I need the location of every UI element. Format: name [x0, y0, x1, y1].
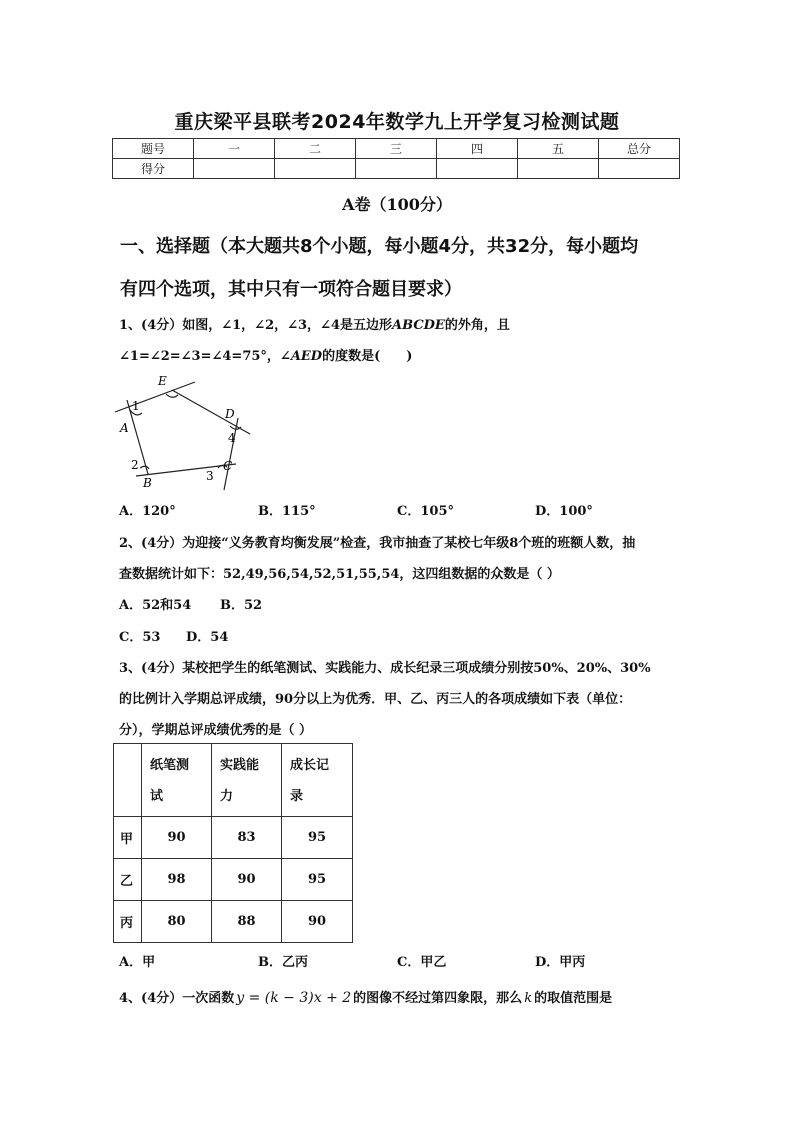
q1-line1: [119, 314, 510, 333]
header-text: 实践能: [220, 758, 260, 773]
grades-corner-cell: [114, 744, 142, 817]
score-cell: 95: [282, 817, 353, 859]
score-header-cell: 五: [518, 139, 599, 159]
exam-title: 重庆梁平县联考2024年数学九上开学复习检测试题: [174, 111, 620, 133]
label-angle-3: 3: [206, 469, 214, 483]
q1-text: ∠1=∠2=∠3=∠4=75°，∠: [119, 349, 291, 364]
q3-line3: 分），学期总评成绩优秀的是（ ）: [119, 723, 313, 738]
score-table: [112, 138, 680, 179]
q4-text: 4、(4分）一次函数: [119, 991, 235, 1006]
header-text: 试: [150, 789, 164, 804]
q4-text: 的图像不经过第四象限，那么: [353, 991, 523, 1006]
label-angle-4: 4: [228, 431, 236, 445]
section-a-heading: A卷（100分）: [342, 195, 452, 214]
q1-option-c[interactable]: C．105°: [397, 504, 454, 519]
score-header-cell: 总分: [599, 139, 680, 159]
score-blank-cell[interactable]: [356, 159, 437, 179]
score-blank-cell[interactable]: [194, 159, 275, 179]
q2-line1: 2、(4分）为迎接“义务教育均衡发展”检查，我市抽查了某校七年级8个班的班额人数，抽: [119, 536, 636, 551]
q2-line2: 查数据统计如下：52,49,56,54,52,51,55,54，这四组数据的众数是（ ）: [119, 567, 560, 582]
q1-text: 1、(4分）如图，∠1，∠2，∠3，∠4是五边形: [119, 318, 392, 333]
score-header-row: [113, 139, 680, 159]
score-header-cell: 三: [356, 139, 437, 159]
grades-table: [113, 743, 353, 943]
header-text: 纸笔测: [150, 758, 190, 773]
label-angle-1: 1: [132, 399, 140, 413]
angle-arc-2: [140, 466, 149, 469]
student-name: 甲: [114, 817, 142, 859]
score-blank-cell[interactable]: [275, 159, 356, 179]
score-header-cell: 二: [275, 139, 356, 159]
table-row: [114, 901, 353, 943]
q2-option-b[interactable]: B．52: [220, 598, 263, 613]
score-value-row: [113, 159, 680, 179]
header-text: 录: [290, 789, 304, 804]
q4-text: 的取值范围是: [534, 991, 613, 1006]
q2-option-c[interactable]: C．53: [119, 630, 161, 645]
angle-arc-e: [166, 394, 178, 397]
pentagon-figure: [110, 370, 260, 495]
q2-option-d[interactable]: D．54: [186, 630, 229, 645]
score-blank-cell[interactable]: [518, 159, 599, 179]
score-cell: 90: [142, 817, 212, 859]
q4-line1: [119, 987, 612, 1006]
q1-pentagon-var: ABCDE: [392, 318, 445, 333]
student-name: 丙: [114, 901, 142, 943]
q1-text: 的度数是( ): [322, 349, 413, 364]
score-blank-cell[interactable]: [437, 159, 518, 179]
q4-formula: y = (k − 3)x + 2: [236, 990, 352, 1006]
q3-option-a[interactable]: A．甲: [119, 955, 156, 970]
q4-var: k: [524, 991, 533, 1006]
header-text: 力: [220, 789, 234, 804]
score-cell: 90: [282, 901, 353, 943]
header-text: 成长记: [290, 758, 330, 773]
score-header-cell: 题号: [113, 139, 194, 159]
score-blank-cell[interactable]: [599, 159, 680, 179]
label-a: A: [120, 421, 129, 435]
label-c: C: [223, 459, 233, 473]
score-cell: 80: [142, 901, 212, 943]
score-cell: 90: [212, 859, 282, 901]
q1-option-b[interactable]: B．115°: [258, 504, 316, 519]
score-cell: 88: [212, 901, 282, 943]
label-d: D: [225, 407, 235, 421]
table-row: [114, 817, 353, 859]
student-name: 乙: [114, 859, 142, 901]
grades-header-written: [142, 744, 212, 817]
score-cell: 98: [142, 859, 212, 901]
label-angle-2: 2: [131, 458, 139, 472]
score-cell: 95: [282, 859, 353, 901]
score-row-label: 得分: [113, 159, 194, 179]
label-e: E: [158, 374, 167, 388]
q1-text: 的外角，且: [444, 318, 510, 333]
grades-header-growth: [282, 744, 353, 817]
q3-option-d[interactable]: D．甲丙: [535, 955, 586, 970]
ed-extension-line: [172, 390, 250, 434]
q3-option-c[interactable]: C．甲乙: [397, 955, 447, 970]
label-b: B: [143, 476, 152, 490]
q1-line2: [119, 345, 412, 364]
q3-line2: 的比例计入学期总评成绩，90分以上为优秀．甲、乙、丙三人的各项成绩如下表（单位：: [119, 692, 632, 707]
q1-option-a[interactable]: A．120°: [119, 504, 176, 519]
q1-angle-var: AED: [290, 349, 323, 364]
q2-option-a[interactable]: A．52和54: [119, 598, 192, 613]
table-row: [114, 859, 353, 901]
q1-option-d[interactable]: D．100°: [535, 504, 593, 519]
grades-header-row: [114, 744, 353, 817]
ae-extension-line: [115, 382, 195, 412]
score-header-cell: 四: [437, 139, 518, 159]
grades-header-practice: [212, 744, 282, 817]
q3-option-b[interactable]: B．乙丙: [258, 955, 308, 970]
part1-heading-line2: 有四个选项，其中只有一项符合题目要求）: [120, 279, 462, 300]
score-header-cell: 一: [194, 139, 275, 159]
q3-line1: 3、(4分）某校把学生的纸笔测试、实践能力、成长纪录三项成绩分别按50%、20%、30%: [119, 661, 651, 676]
score-cell: 83: [212, 817, 282, 859]
part1-heading-line1: 一、选择题（本大题共8个小题，每小题4分，共32分，每小题均: [120, 236, 639, 257]
